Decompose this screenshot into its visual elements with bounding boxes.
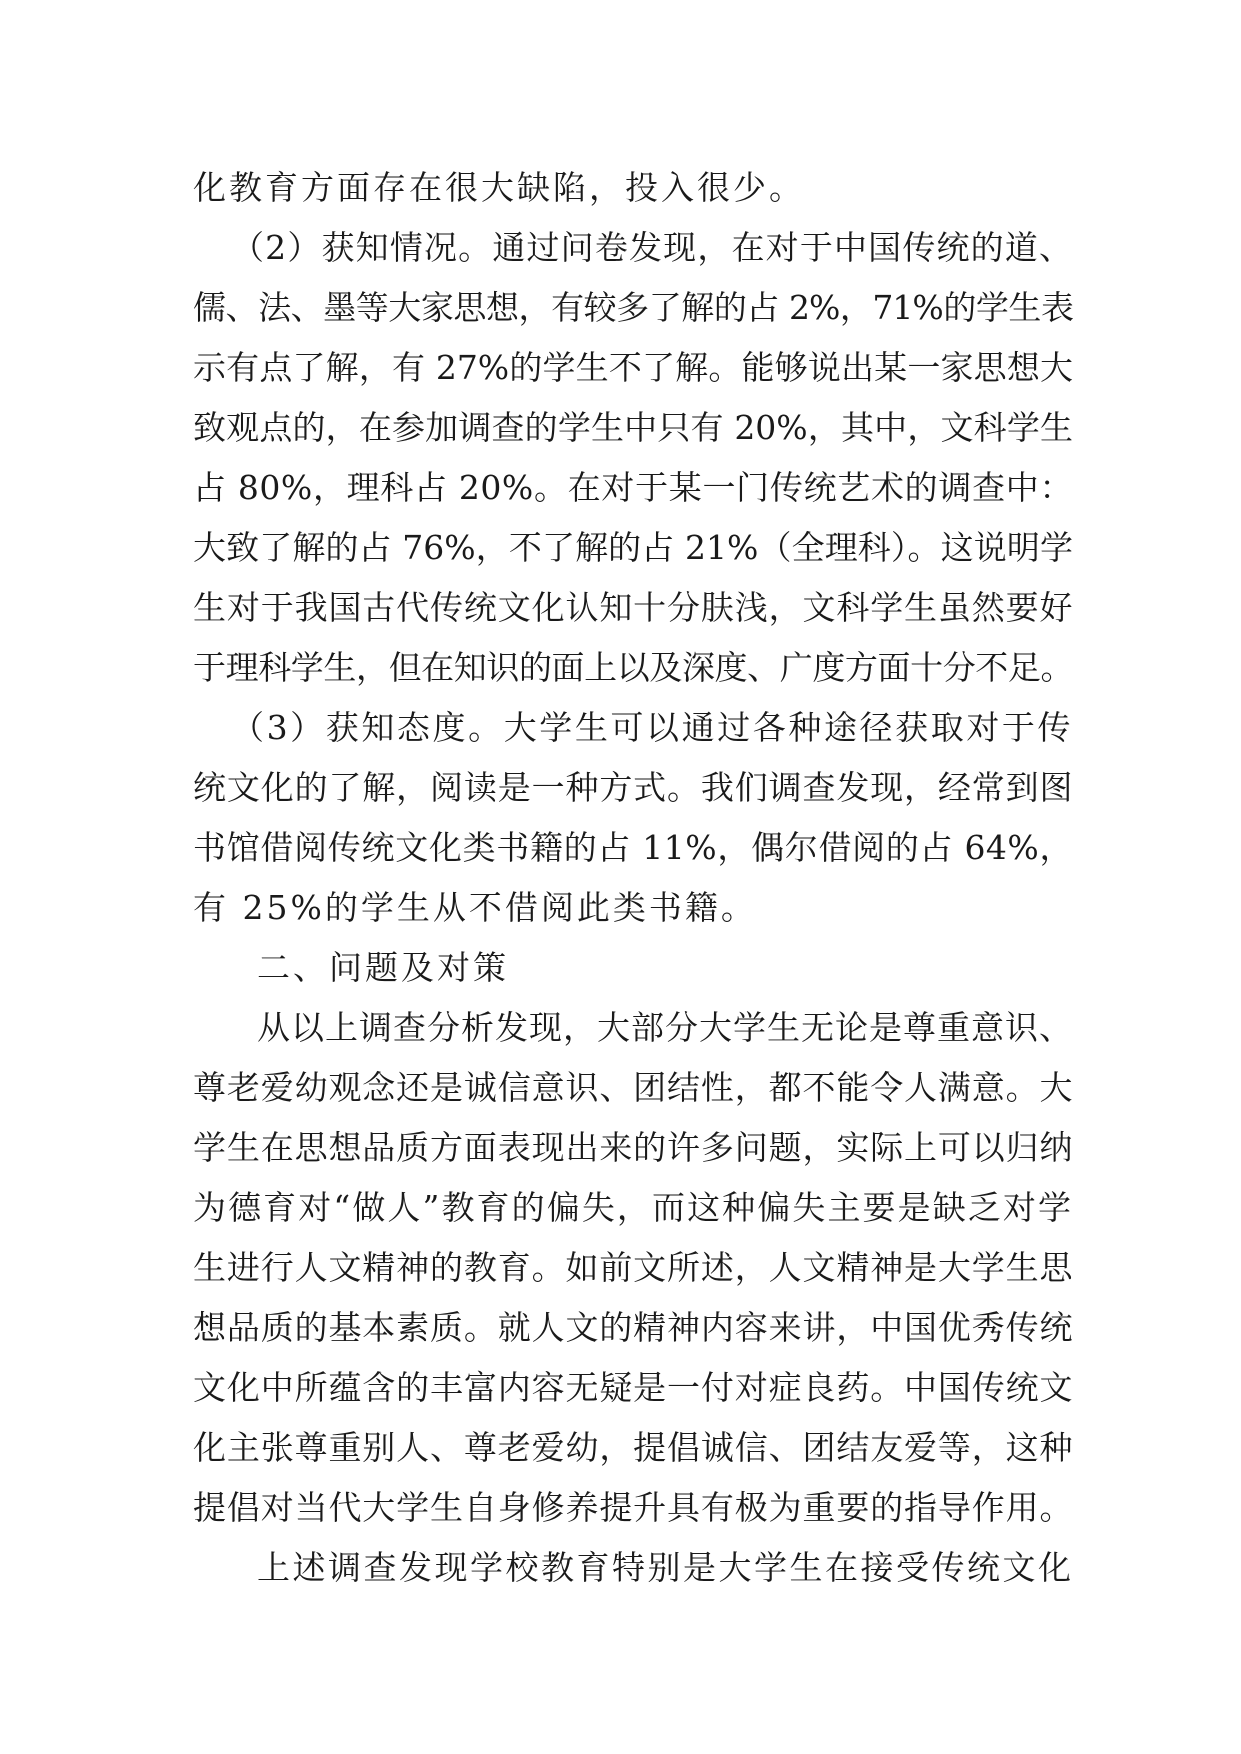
paragraph-line: 大致了解的占 76%，不了解的占 21%（全理科）。这说明学 (193, 528, 1073, 567)
paragraph-line: 尊老爱幼观念还是诚信意识、团结性，都不能令人满意。大 (193, 1068, 1073, 1107)
paragraph-line: 提倡对当代大学生自身修养提升具有极为重要的指导作用。 (193, 1488, 1073, 1527)
paragraph-line: 为德育对“做人”教育的偏失，而这种偏失主要是缺乏对学 (193, 1188, 1073, 1227)
paragraph-line: 儒、法、墨等大家思想，有较多了解的占 2%，71%的学生表 (193, 288, 1073, 327)
paragraph-line: 占 80%，理科占 20%。在对于某一门传统艺术的调查中： (193, 468, 1073, 507)
paragraph-line: 化教育方面存在很大缺陷，投入很少。 (193, 168, 805, 207)
paragraph-line: 上述调查发现学校教育特别是大学生在接受传统文化 (257, 1548, 1073, 1587)
paragraph-line: 于理科学生，但在知识的面上以及深度、广度方面十分不足。 (193, 648, 1073, 687)
paragraph-line: 从以上调查分析发现，大部分大学生无论是尊重意识、 (257, 1008, 1073, 1047)
paragraph-line: 生对于我国古代传统文化认知十分肤浅，文科学生虽然要好 (193, 588, 1073, 627)
paragraph-line: 化主张尊重别人、尊老爱幼，提倡诚信、团结友爱等，这种 (193, 1428, 1073, 1467)
paragraph-line: （3）获知态度。大学生可以通过各种途径获取对于传 (231, 708, 1073, 747)
paragraph-line: 学生在思想品质方面表现出来的许多问题，实际上可以归纳 (193, 1128, 1073, 1167)
paragraph-line: 书馆借阅传统文化类书籍的占 11%，偶尔借阅的占 64%， (193, 828, 1073, 867)
paragraph-line: 生进行人文精神的教育。如前文所述，人文精神是大学生思 (193, 1248, 1073, 1287)
paragraph-line: 致观点的，在参加调查的学生中只有 20%，其中，文科学生 (193, 408, 1073, 447)
paragraph-line: 示有点了解，有 27%的学生不了解。能够说出某一家思想大 (193, 348, 1073, 387)
paragraph-line: 文化中所蕴含的丰富内容无疑是一付对症良药。中国传统文 (193, 1368, 1073, 1407)
section-heading: 二、问题及对策 (257, 948, 509, 987)
paragraph-line: 想品质的基本素质。就人文的精神内容来讲，中国优秀传统 (193, 1308, 1073, 1347)
paragraph-line: 统文化的了解，阅读是一种方式。我们调查发现，经常到图 (193, 768, 1073, 807)
paragraph-line: （2）获知情况。通过问卷发现，在对于中国传统的道、 (231, 228, 1073, 267)
paragraph-line: 有 25%的学生从不借阅此类书籍。 (193, 888, 757, 927)
body-text (193, 158, 1073, 1598)
